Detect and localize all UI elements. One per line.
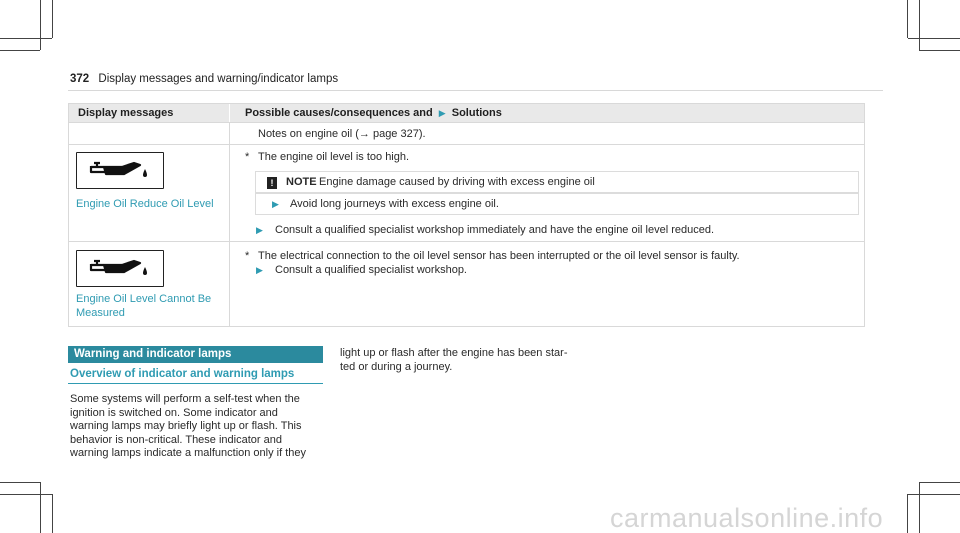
text-line: warning lamps indicate a malfunction only if they bbox=[70, 447, 307, 459]
avoid-box bbox=[255, 193, 859, 215]
header-divider bbox=[68, 90, 883, 91]
solution-text: Consult a qualified specialist workshop. bbox=[275, 264, 467, 276]
page-title: Display messages and warning/indicator lamps bbox=[98, 73, 339, 85]
row-divider bbox=[69, 144, 864, 145]
crop-mark bbox=[907, 0, 908, 38]
cause-asterisk: * bbox=[245, 151, 250, 163]
column-divider bbox=[229, 122, 230, 326]
message-line-1: Engine Oil Level Cannot Be bbox=[76, 293, 212, 305]
message-engine-oil-reduce: Engine Oil Reduce Oil Level bbox=[76, 198, 214, 210]
text-line: ted or during a journey. bbox=[340, 360, 453, 373]
crop-mark bbox=[919, 50, 960, 51]
message-line-2: Measured bbox=[76, 307, 125, 319]
text-line: Some systems will perform a self-test when the bbox=[70, 393, 300, 405]
crop-mark bbox=[52, 494, 53, 533]
text-line: warning lamps may briefly light up or flash. This bbox=[70, 420, 302, 432]
body-paragraph-right bbox=[340, 347, 567, 374]
cause-asterisk: * bbox=[245, 250, 250, 262]
note-box bbox=[255, 171, 859, 193]
crop-mark bbox=[52, 0, 53, 38]
crop-mark bbox=[0, 50, 40, 51]
crop-mark bbox=[919, 482, 960, 483]
column-header-causes-text: Possible causes/consequences and bbox=[245, 107, 433, 119]
play-arrow-icon: ▶ bbox=[256, 225, 263, 235]
display-messages-table bbox=[68, 103, 865, 327]
note-text: Engine damage caused by driving with excess engine oil bbox=[319, 176, 595, 188]
crop-mark bbox=[0, 38, 52, 39]
watermark: carmanualsonline.info bbox=[610, 503, 884, 533]
cause-text: The electrical connection to the oil level sensor has been interrupted or the oil level sensor is faulty. bbox=[258, 250, 740, 262]
crop-mark bbox=[919, 0, 920, 50]
solution-text: Consult a qualified specialist workshop immediately and have the engine oil level reduced. bbox=[275, 224, 715, 236]
note-label: NOTE bbox=[286, 176, 317, 188]
oil-warning-display bbox=[76, 152, 164, 189]
section-heading: Warning and indicator lamps bbox=[68, 346, 323, 363]
crop-mark bbox=[40, 482, 41, 533]
oil-warning-display bbox=[76, 250, 164, 287]
cause-text: The engine oil level is too high. bbox=[258, 151, 410, 163]
crop-mark bbox=[908, 494, 960, 495]
text-line: light up or flash after the engine has been star- bbox=[340, 347, 568, 359]
oil-can-icon bbox=[77, 251, 162, 285]
text-line: ignition is switched on. Some indicator and bbox=[70, 406, 278, 419]
crop-mark bbox=[908, 38, 960, 39]
subheading-underline bbox=[68, 383, 323, 384]
crop-mark bbox=[0, 494, 52, 495]
column-header-solutions-text: Solutions bbox=[451, 107, 502, 119]
crop-mark bbox=[0, 482, 40, 483]
page-number: 372 bbox=[70, 73, 90, 85]
play-arrow-icon: ▶ bbox=[438, 108, 446, 118]
section-subheading: Overview of indicator and warning lamps bbox=[70, 368, 295, 380]
play-arrow-icon: ▶ bbox=[256, 265, 263, 275]
row-divider bbox=[69, 241, 864, 242]
page-header bbox=[70, 73, 338, 85]
crop-mark bbox=[919, 482, 920, 533]
crop-mark bbox=[40, 0, 41, 50]
oil-can-icon bbox=[77, 153, 162, 187]
crop-mark bbox=[907, 494, 908, 533]
avoid-text: Avoid long journeys with excess engine oil. bbox=[290, 198, 499, 210]
body-paragraph-left bbox=[70, 393, 306, 461]
warning-icon: ! bbox=[267, 177, 277, 189]
column-header-causes bbox=[230, 104, 864, 122]
message-engine-oil-level-cannot-be-measured bbox=[76, 292, 211, 320]
notes-reference[interactable]: Notes on engine oil (→ page 327). bbox=[258, 128, 426, 140]
play-arrow-icon: ▶ bbox=[272, 199, 279, 209]
column-header-messages: Display messages bbox=[69, 104, 229, 122]
text-line: behavior is non-critical. These indicator and bbox=[70, 433, 282, 446]
row-divider bbox=[69, 122, 864, 123]
